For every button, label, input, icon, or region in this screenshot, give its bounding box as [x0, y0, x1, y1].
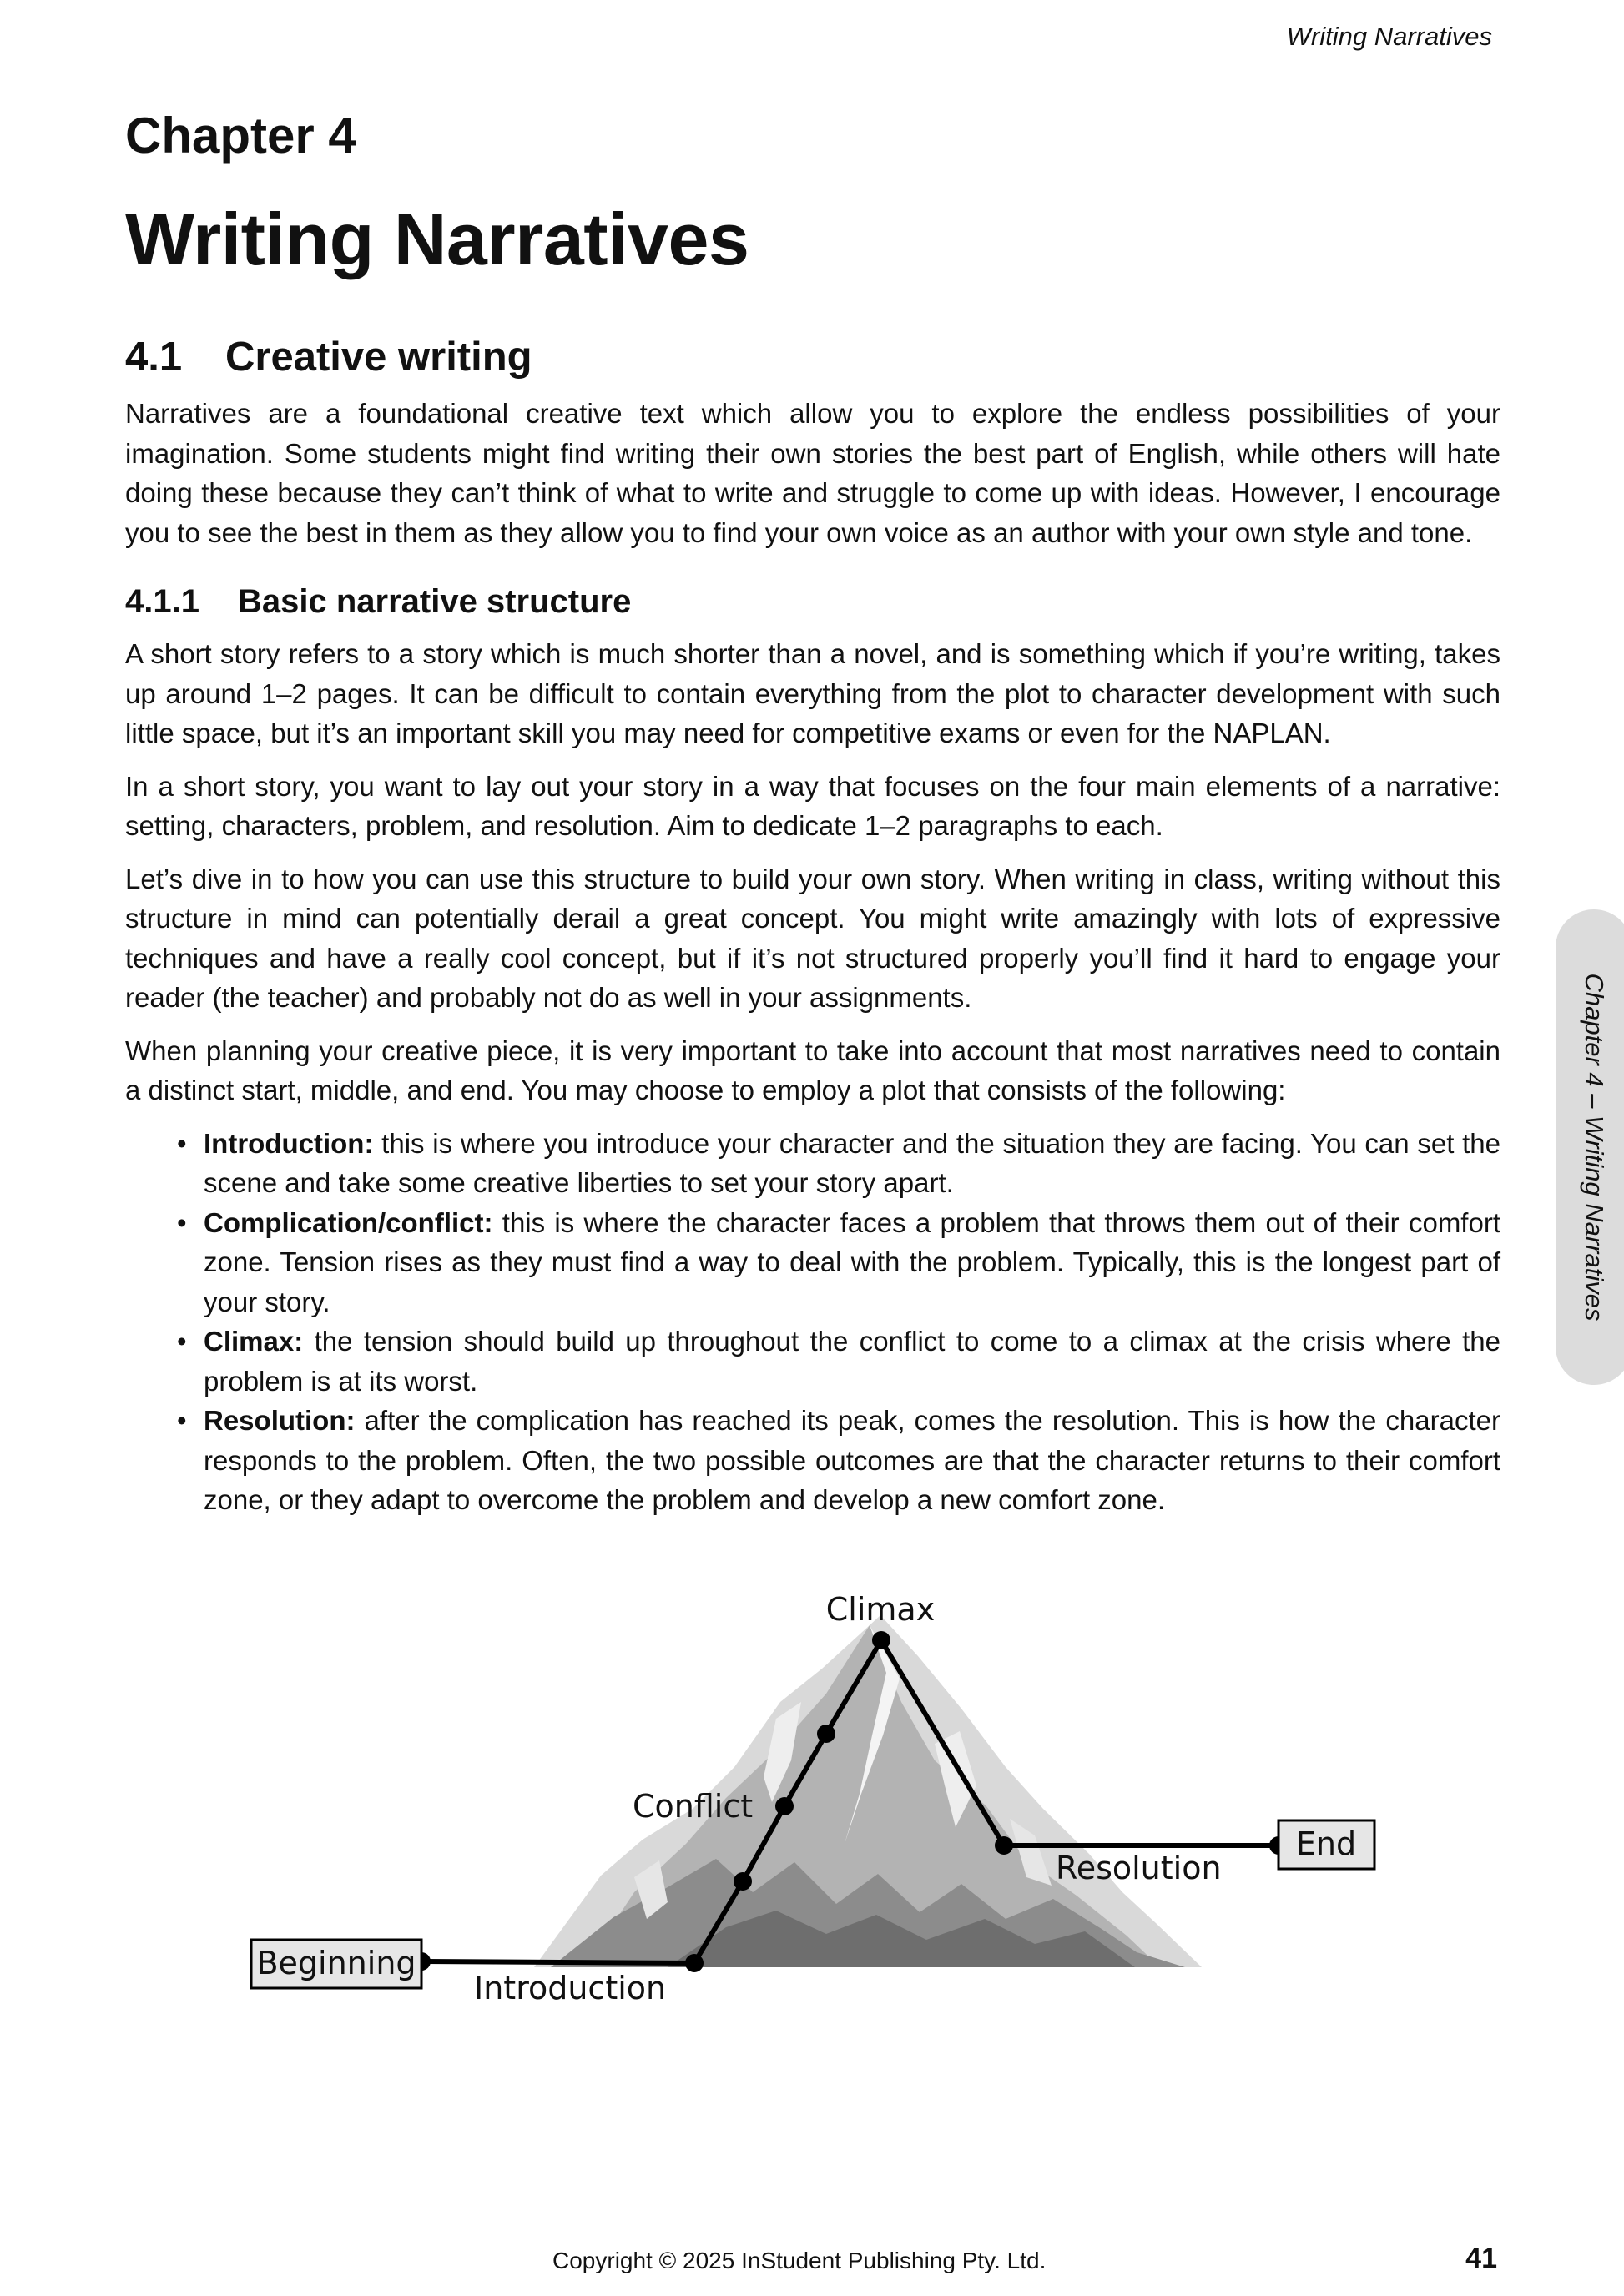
chapter-label: Chapter 4 — [125, 108, 356, 164]
running-header: Writing Narratives — [1286, 22, 1492, 51]
list-text: this is where you introduce your character and the situation they are facing. You can set the scene and take some creative liberties to set your story apart. — [204, 1127, 1500, 1198]
label-conflict: Conflict — [633, 1788, 754, 1825]
plot-point-introduction-end — [685, 1954, 704, 1972]
paragraph: When planning your creative piece, it is very important to take into account that most narratives need to contain a distinct start, middle, and end. You may choose to employ a plot that consists of the following: — [125, 1035, 1500, 1105]
paragraph: Let’s dive in to how you can use this structure to build your own story. When writing in class, writing without this structure in mind can potentially derail a great concept. You might write amazingly with lots of expressive techniques and have a really cool concept, but if it’s not structured properly you’ll find it hard to engage your reader (the teacher) and probably not do as well in your assignments. — [125, 863, 1500, 1013]
list-term: Introduction: — [204, 1127, 374, 1159]
subsection-title: Basic narrative structure — [238, 583, 632, 620]
label-climax: Climax — [825, 1591, 936, 1628]
plot-point-climax — [872, 1631, 890, 1649]
paragraph: In a short story, you want to lay out your story in a way that focuses on the four main elements of a narrative: setting, characters, problem, and resolution. Aim to dedicate 1–2 paragraphs to each. — [125, 770, 1500, 841]
list-text: after the complication has reached its peak, comes the resolution. This is how the character responds to the problem. Often, the two possible outcomes are that the character returns to their comfort zone, or they adapt to overcome the problem and develop a new comfort zone. — [204, 1405, 1500, 1515]
page-number: 41 — [1465, 2243, 1497, 2274]
plot-point-rising-1 — [734, 1872, 752, 1891]
subsection-number: 4.1.1 — [125, 583, 199, 620]
footer-copyright: Copyright © 2025 InStudent Publishing Pty. Ltd. — [552, 2248, 1047, 2273]
side-tab-label: Chapter 4 – Writing Narratives — [1580, 973, 1609, 1322]
section-number: 4.1 — [125, 335, 183, 380]
list-text: this is where the character faces a problem that throws them out of their comfort zone. Tension rises as they must find a way to deal with the problem. Typically, this is the longest part of your story. — [204, 1206, 1500, 1317]
label-beginning: Beginning — [256, 1945, 416, 1981]
label-resolution: Resolution — [1056, 1850, 1222, 1886]
label-end: End — [1295, 1825, 1357, 1862]
list-term: Climax: — [204, 1326, 304, 1357]
list-text: the tension should build up throughout the conflict to come to a climax at the crisis where the problem is at its worst. — [204, 1326, 1500, 1397]
plot-point-rising-3 — [817, 1725, 835, 1743]
section-title: Creative writing — [225, 335, 532, 380]
plot-point-rising-2 — [775, 1797, 794, 1815]
section-intro-paragraph: Narratives are a foundational creative text which allow you to explore the endless possibilities of your imagination. Some students might find writing their own stories the best part of English, while others will hate doing these because they can’t think of what to write and struggle to come up with ideas. However, I encourage you to see the best in them as they allow you to find your own voice as an author with your own style and tone. — [125, 398, 1500, 548]
list-term: Resolution: — [204, 1405, 356, 1436]
label-introduction: Introduction — [474, 1970, 667, 2006]
chapter-title: Writing Narratives — [125, 198, 749, 280]
plot-point-resolution — [995, 1836, 1013, 1855]
list-term: Complication/conflict: — [204, 1206, 493, 1238]
paragraph: A short story refers to a story which is much shorter than a novel, and is something which if you’re writing, takes up around 1–2 pages. It can be difficult to contain everything from the plot to character development with such little space, but it’s an important skill you may need for competitive exams or even for the NAPLAN. — [125, 638, 1500, 748]
